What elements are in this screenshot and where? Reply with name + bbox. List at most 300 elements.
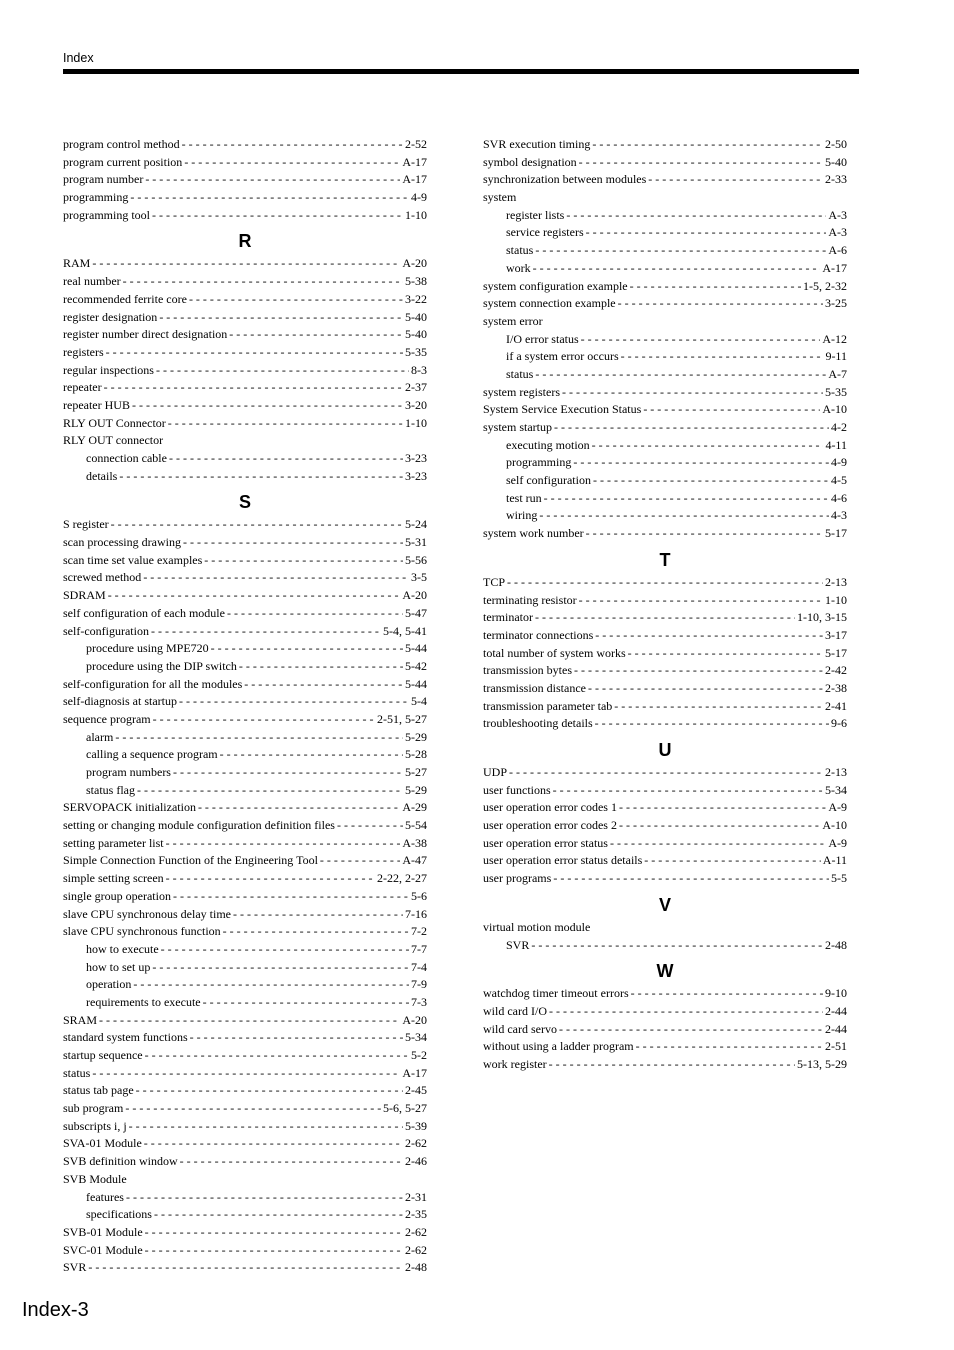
dot-leader (145, 171, 400, 189)
entry-term: program numbers (86, 765, 171, 779)
index-entry (63, 888, 427, 906)
index-entry (63, 817, 427, 835)
dot-leader (592, 136, 823, 154)
dot-leader (137, 782, 403, 800)
entry-page-ref: 5-35 (405, 344, 427, 359)
entry-term: status (63, 1065, 91, 1080)
header-rule (63, 69, 859, 74)
entry-term: slave CPU synchronous delay time (63, 906, 231, 921)
dot-leader (586, 224, 827, 242)
index-entry (483, 401, 847, 419)
entry-page-ref: 5-42 (405, 658, 427, 673)
entry-term: program control method (63, 137, 180, 151)
entry-term: recommended ferrite core (63, 291, 187, 306)
dot-leader (203, 994, 409, 1012)
dot-leader (156, 362, 409, 380)
index-subentry (63, 468, 427, 486)
entry-term: RLY OUT Connector (63, 415, 166, 430)
index-entry (63, 552, 427, 570)
entry-page-ref: 5-31 (405, 535, 427, 550)
index-entry (483, 799, 847, 817)
dot-leader (179, 693, 409, 711)
entry-page-ref: 2-50 (825, 137, 847, 151)
index-entry (63, 1135, 427, 1153)
entry-page-ref: A-3 (828, 207, 847, 222)
dot-leader (320, 852, 400, 870)
dot-leader (610, 835, 826, 853)
dot-leader (614, 698, 823, 716)
dot-leader (337, 817, 403, 835)
dot-leader (151, 623, 381, 641)
entry-term: status (506, 243, 534, 258)
index-subentry (483, 260, 847, 278)
dot-leader (643, 401, 820, 419)
entry-term: setting parameter list (63, 835, 164, 850)
index-subentry (63, 994, 427, 1012)
index-subentry (63, 941, 427, 959)
dot-leader (166, 835, 401, 853)
index-subentry (63, 782, 427, 800)
entry-term: requirements to execute (86, 994, 201, 1009)
entry-page-ref: A-47 (402, 853, 427, 868)
entry-page-ref: 2-51 (825, 1039, 847, 1054)
entry-page-ref: 2-48 (825, 937, 847, 952)
index-entry (483, 295, 847, 313)
entry-term: how to set up (86, 959, 151, 974)
entry-term: troubleshooting details (483, 716, 593, 731)
entry-term: I/O error status (506, 331, 579, 346)
entry-term: program number (63, 172, 144, 187)
entry-page-ref: 9-6 (831, 716, 847, 731)
dot-leader (126, 1189, 403, 1207)
entry-term: SVR (63, 1260, 87, 1275)
index-entry (483, 715, 847, 733)
dot-leader (554, 419, 829, 437)
dot-leader (507, 574, 823, 592)
index-subentry (483, 454, 847, 472)
entry-page-ref: 2-62 (405, 1224, 427, 1239)
entry-term: system registers (483, 384, 560, 399)
entry-page-ref: 2-51, 5-27 (377, 711, 427, 726)
index-entry (63, 136, 427, 154)
entry-page-ref: A-17 (822, 260, 847, 275)
index-entry (483, 870, 847, 888)
index-entry (483, 1038, 847, 1056)
index-entry (63, 362, 427, 380)
entry-page-ref: 2-44 (825, 1003, 847, 1018)
entry-page-ref: 3-5 (411, 570, 427, 585)
index-entry (483, 1021, 847, 1039)
index-entry (483, 1003, 847, 1021)
index-subentry (483, 507, 847, 525)
entry-term: user operation error codes 2 (483, 818, 617, 833)
dot-leader (173, 888, 409, 906)
dot-leader (631, 985, 823, 1003)
entry-page-ref: 2-46 (405, 1154, 427, 1169)
entry-term: programming (63, 190, 129, 205)
entry-term: register number direct designation (63, 327, 228, 342)
entry-term: SDRAM (63, 588, 106, 603)
entry-page-ref: 8-3 (411, 362, 427, 377)
index-subentry (63, 976, 427, 994)
entry-page-ref: 4-5 (831, 473, 847, 488)
entry-term: synchronization between modules (483, 172, 647, 187)
dot-leader (92, 255, 400, 273)
entry-page-ref: 7-2 (411, 924, 427, 939)
entry-term: procedure using the DIP switch (86, 658, 237, 673)
entry-page-ref: 9-10 (825, 986, 847, 1001)
dot-leader (595, 715, 829, 733)
entry-term: connection cable (86, 451, 167, 465)
dot-leader (173, 764, 403, 782)
index-entry (483, 782, 847, 800)
entry-term: SVR execution timing (483, 137, 591, 151)
dot-leader (152, 207, 403, 225)
entry-term: SVB definition window (63, 1154, 178, 1169)
index-entry (63, 1012, 427, 1030)
index-subentry (63, 729, 427, 747)
entry-page-ref: A-9 (828, 835, 847, 850)
index-entry (63, 711, 427, 729)
entry-page-ref: 5-13, 5-29 (797, 1056, 847, 1071)
entry-term: setting or changing module configuration definition files (63, 818, 335, 833)
index-subentry (483, 207, 847, 225)
index-subentry (483, 242, 847, 260)
section-letter: W (656, 961, 674, 982)
entry-page-ref: 4-3 (831, 508, 847, 523)
dot-leader (145, 1224, 403, 1242)
dot-leader (535, 609, 795, 627)
dot-leader (636, 1038, 823, 1056)
dot-leader (169, 450, 403, 468)
entry-term: specifications (86, 1207, 152, 1222)
entry-page-ref: 5-47 (405, 605, 427, 620)
dot-leader (593, 472, 829, 490)
dot-leader (581, 331, 821, 349)
dot-leader (531, 937, 823, 955)
index-heading: system error (483, 313, 543, 328)
entry-page-ref: A-10 (822, 402, 847, 417)
dot-leader (579, 592, 823, 610)
dot-leader (132, 397, 403, 415)
index-entry (483, 574, 847, 592)
entry-page-ref: 1-10 (405, 415, 427, 430)
entry-page-ref: 4-2 (831, 420, 847, 434)
dot-leader (204, 552, 403, 570)
dot-leader (182, 136, 403, 154)
entry-term: self-configuration for all the modules (63, 676, 243, 691)
entry-page-ref: 2-44 (825, 1021, 847, 1036)
dot-leader (111, 516, 403, 534)
index-entry (63, 835, 427, 853)
entry-term: self-diagnosis at startup (63, 694, 177, 709)
index-entry (63, 1259, 427, 1277)
dot-leader (588, 680, 823, 698)
entry-page-ref: 5-24 (405, 517, 427, 532)
index-subentry (483, 472, 847, 490)
dot-leader (123, 273, 403, 291)
index-entry (63, 852, 427, 870)
entry-term: calling a sequence program (86, 747, 218, 762)
entry-page-ref: 3-23 (405, 468, 427, 483)
index-subentry (63, 959, 427, 977)
index-entry (483, 154, 847, 172)
dot-leader (621, 348, 824, 366)
entry-page-ref: 5-40 (405, 327, 427, 342)
entry-term: alarm (86, 729, 114, 744)
entry-page-ref: 7-4 (411, 959, 427, 974)
entry-page-ref: 2-62 (405, 1136, 427, 1151)
index-entry (63, 623, 427, 641)
index-heading: system (483, 190, 517, 205)
dot-leader (152, 959, 409, 977)
entry-page-ref: 5-5 (831, 871, 847, 886)
dot-leader (644, 852, 821, 870)
dot-leader (104, 379, 403, 397)
dot-leader (586, 525, 823, 543)
dot-leader (223, 923, 409, 941)
entry-term: repeater HUB (63, 397, 130, 412)
index-heading: virtual motion module (483, 919, 591, 934)
index-entry (63, 273, 427, 291)
index-column-right (483, 136, 847, 1074)
index-entry (63, 291, 427, 309)
entry-page-ref: 1-10 (825, 592, 847, 607)
entry-term: service registers (506, 225, 584, 240)
entry-term: programming tool (63, 207, 150, 222)
index-entry (63, 415, 427, 433)
dot-leader (549, 1003, 823, 1021)
entry-term: self-configuration (63, 623, 149, 638)
entry-page-ref: 5-2 (411, 1048, 427, 1062)
entry-page-ref: 2-42 (825, 663, 847, 678)
dot-leader (189, 291, 403, 309)
entry-term: symbol designation (483, 154, 577, 169)
entry-term: wiring (506, 508, 538, 523)
entry-page-ref: 5-35 (825, 384, 847, 399)
index-subentry (63, 764, 427, 782)
entry-term: single group operation (63, 888, 171, 903)
entry-page-ref: A-29 (402, 800, 427, 815)
dot-leader (227, 605, 403, 623)
dot-leader (509, 764, 823, 782)
entry-page-ref: 5-6, 5-27 (383, 1101, 427, 1116)
dot-leader (549, 1056, 795, 1074)
entry-page-ref: 5-38 (405, 274, 427, 289)
dot-leader (544, 490, 829, 508)
dot-leader (619, 799, 826, 817)
entry-page-ref: 3-23 (405, 451, 427, 465)
index-subentry (63, 746, 427, 764)
entry-page-ref: A-10 (822, 818, 847, 833)
entry-term: details (86, 468, 118, 483)
entry-page-ref: 2-45 (405, 1083, 427, 1098)
index-entry (63, 605, 427, 623)
entry-page-ref: 4-9 (831, 455, 847, 470)
entry-page-ref: 2-13 (825, 574, 847, 589)
entry-page-ref: 5-4 (411, 694, 427, 709)
index-entry (483, 278, 847, 296)
entry-page-ref: 3-22 (405, 291, 427, 306)
entry-page-ref: A-20 (402, 588, 427, 603)
index-entry (63, 1065, 427, 1083)
index-entry (63, 171, 427, 189)
index-entry (483, 1056, 847, 1074)
dot-leader (161, 941, 409, 959)
entry-page-ref: A-38 (402, 835, 427, 850)
dot-leader (143, 569, 409, 587)
entry-page-ref: 5-28 (405, 747, 427, 762)
entry-page-ref: 3-17 (825, 627, 847, 642)
dot-leader (184, 154, 400, 172)
dot-leader (166, 870, 375, 888)
index-entry (63, 397, 427, 415)
index-subentry (483, 331, 847, 349)
index-subentry (63, 640, 427, 658)
page-number: Index-3 (22, 1299, 89, 1321)
dot-leader (533, 260, 821, 278)
section-letter: R (238, 231, 252, 252)
index-entry (483, 985, 847, 1003)
dot-leader (159, 309, 403, 327)
entry-page-ref: 5-4, 5-41 (383, 623, 427, 638)
dot-leader (595, 627, 823, 645)
entry-term: startup sequence (63, 1048, 143, 1062)
entry-term: total number of system works (483, 645, 626, 660)
dot-leader (579, 154, 823, 172)
entry-term: system connection example (483, 296, 616, 311)
dot-leader (535, 366, 826, 384)
entry-page-ref: 5-29 (405, 782, 427, 797)
entry-term: user programs (483, 871, 552, 886)
entry-page-ref: 1-10, 3-15 (797, 610, 847, 625)
dot-leader (145, 1242, 403, 1260)
entry-page-ref: 5-44 (405, 676, 427, 691)
entry-page-ref: 7-16 (405, 906, 427, 921)
entry-page-ref: A-20 (402, 1012, 427, 1027)
index-entry (63, 870, 427, 888)
dot-leader (592, 437, 824, 455)
dot-leader (618, 295, 823, 313)
entry-term: Simple Connection Function of the Engineering Tool (63, 853, 318, 868)
index-entry (483, 609, 847, 627)
dot-leader (88, 1259, 403, 1277)
entry-term: SERVOPACK initialization (63, 800, 196, 815)
dot-leader (573, 454, 829, 472)
index-entry (63, 1153, 427, 1171)
entry-term: SVA-01 Module (63, 1136, 142, 1151)
entry-page-ref: 5-34 (405, 1030, 427, 1045)
entry-page-ref: 4-9 (411, 190, 427, 205)
entry-page-ref: 2-48 (405, 1260, 427, 1275)
entry-page-ref: A-3 (828, 225, 847, 240)
dot-leader (154, 1206, 403, 1224)
dot-leader (183, 534, 403, 552)
index-entry (63, 1082, 427, 1100)
entry-page-ref: 7-9 (411, 977, 427, 992)
index-entry (483, 384, 847, 402)
index-entry (63, 587, 427, 605)
index-subentry (483, 437, 847, 455)
dot-leader (559, 1021, 823, 1039)
dot-leader (106, 344, 403, 362)
entry-page-ref: A-11 (822, 853, 847, 868)
entry-term: without using a ladder program (483, 1039, 634, 1054)
index-entry (63, 569, 427, 587)
index-entry (63, 1100, 427, 1118)
entry-page-ref: 7-3 (411, 994, 427, 1009)
entry-term: terminating resistor (483, 592, 577, 607)
index-entry (483, 852, 847, 870)
index-entry (483, 525, 847, 543)
entry-term: executing motion (506, 437, 590, 452)
entry-term: standard system functions (63, 1030, 188, 1045)
entry-term: sequence program (63, 711, 151, 726)
index-subentry (483, 490, 847, 508)
entry-term: SVB-01 Module (63, 1224, 143, 1239)
index-entry (63, 1242, 427, 1260)
dot-leader (244, 676, 403, 694)
index-entry (63, 154, 427, 172)
entry-term: user operation error status (483, 835, 608, 850)
running-header: Index (63, 51, 94, 65)
index-entry (63, 1047, 427, 1065)
index-entry (63, 255, 427, 273)
index-entry (63, 344, 427, 362)
entry-term: scan time set value examples (63, 552, 203, 567)
entry-page-ref: A-17 (402, 154, 427, 169)
index-entry (483, 627, 847, 645)
dot-leader (108, 587, 401, 605)
entry-page-ref: 2-62 (405, 1242, 427, 1257)
index-entry (63, 326, 427, 344)
entry-term: program current position (63, 154, 183, 169)
entry-page-ref: A-7 (828, 366, 847, 381)
dot-leader (198, 799, 400, 817)
section-letter: V (658, 894, 671, 915)
entry-term: UDP (483, 765, 508, 779)
entry-page-ref: A-17 (402, 1065, 427, 1080)
entry-term: system work number (483, 526, 584, 541)
index-entry (63, 1029, 427, 1047)
entry-term: register designation (63, 309, 158, 324)
dot-leader (553, 870, 829, 888)
entry-term: wild card I/O (483, 1003, 547, 1018)
dot-leader (535, 242, 826, 260)
entry-term: status flag (86, 782, 135, 797)
dot-leader (539, 507, 829, 525)
entry-term: terminator (483, 610, 533, 625)
entry-term: programming (506, 455, 572, 470)
entry-term: self configuration of each module (63, 605, 225, 620)
index-subentry (483, 937, 847, 955)
entry-page-ref: 9-11 (825, 349, 847, 364)
entry-page-ref: 2-33 (825, 172, 847, 187)
dot-leader (239, 658, 403, 676)
entry-term: SVR (506, 937, 530, 952)
dot-leader (136, 1082, 403, 1100)
index-entry (63, 799, 427, 817)
entry-term: TCP (483, 574, 506, 589)
entry-page-ref: 5-40 (825, 154, 847, 169)
entry-term: features (86, 1189, 124, 1204)
entry-term: transmission bytes (483, 663, 572, 678)
dot-leader (220, 746, 403, 764)
entry-page-ref: 2-37 (405, 380, 427, 395)
entry-page-ref: 5-54 (405, 818, 427, 833)
entry-page-ref: A-9 (828, 800, 847, 815)
index-subentry (483, 224, 847, 242)
